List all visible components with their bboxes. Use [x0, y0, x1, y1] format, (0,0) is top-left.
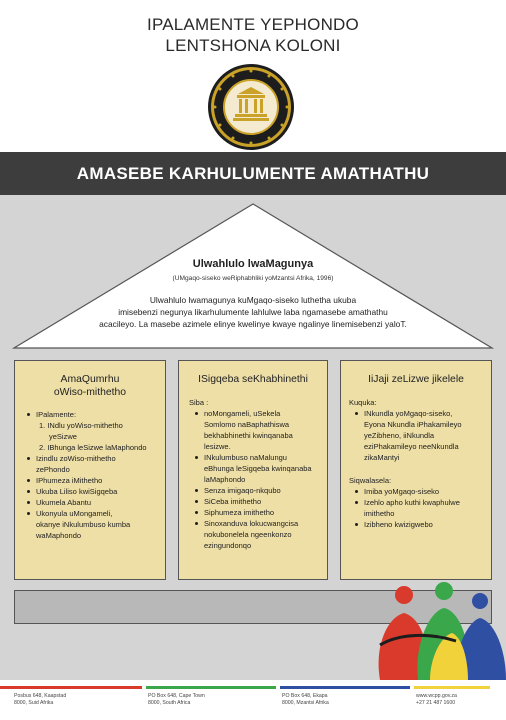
list-line: 2. IBhunga leSizwe laMaphondo: [39, 443, 147, 452]
list-item: [27, 486, 163, 497]
list-heading: IPalamente:: [27, 409, 163, 420]
pillar-legislature: [14, 360, 166, 580]
footer-address-3: [282, 693, 329, 707]
header-title-line-2: LENTSHONA KOLONI: [165, 36, 341, 55]
list-line: Izindlu zoWiso-mithetho: [36, 454, 116, 463]
list-line: Imiba yoMgaqo-siseko: [364, 487, 440, 496]
list-line: laMaphondo: [204, 475, 246, 484]
footer-website: www.wcpp.gov.za: [416, 693, 457, 699]
list-item: [355, 519, 489, 530]
footer-line-text: 8000, Mzantsi Afrika: [282, 700, 329, 706]
list-line: Izehlo apho kuthi kwaphulwe: [364, 498, 460, 507]
roof-body-line: imisebenzi negunya likarhulumente lahlulwe laba ngamasebe amathathu: [118, 307, 388, 317]
list-line: 1. INdlu yoWiso-mithetho: [39, 421, 123, 430]
list-line: Somlomo naBaphathiswa: [204, 420, 290, 429]
footer-line-blue: [280, 686, 410, 689]
list-item: [195, 518, 325, 551]
footer-line-green: [146, 686, 276, 689]
pillar-title: [341, 373, 491, 386]
pillar-title-line: ISigqeba seKhabhinethi: [198, 374, 308, 385]
list-sub-item: [27, 442, 163, 453]
list-item: [27, 453, 163, 475]
header-title-line-1: IPALAMENTE YEPHONDO: [147, 15, 359, 34]
list-line: Senza imigaqo-nkqubo: [204, 486, 281, 495]
list-line: waMaphondo: [36, 531, 82, 540]
list-item: [195, 496, 325, 507]
list-line: noMongameli, uSekela: [204, 409, 281, 418]
list-line: IPhumeza iMithetho: [36, 476, 103, 485]
pillar-title-line: oWiso-mithetho: [53, 387, 127, 398]
pillar-body: [349, 397, 489, 530]
list-line: imithetho: [364, 509, 395, 518]
roof-body: [92, 294, 414, 330]
people-illustration: [360, 575, 506, 680]
pillar-body: [189, 397, 325, 551]
pillar-title: [15, 373, 165, 399]
list-item: [27, 497, 163, 508]
list-item: [355, 486, 489, 497]
title-banner: [0, 152, 506, 195]
list-line: Ukuba Liliso kwiSigqeba: [36, 487, 118, 496]
list-line: Eyona Nkundla iPhakamileyo: [364, 420, 462, 429]
footer-address-1: [14, 693, 66, 707]
list-line: zikaMantyi: [364, 453, 400, 462]
footer-line-text: 8000, Suid Afrika: [14, 700, 54, 706]
pillar-title: [179, 373, 327, 386]
banner-title: AMASEBE KARHULUMENTE AMATHATHU: [76, 164, 430, 183]
footer-address-2: [148, 693, 205, 707]
footer-line-text: PO Box 648, Ekapa: [282, 693, 328, 699]
list-line: yeSizwe: [49, 432, 77, 441]
list-line: Ukumela Abantu: [36, 498, 92, 507]
list-heading: Siba :: [189, 398, 209, 407]
list-line: Siphumeza imithetho: [204, 508, 275, 517]
list-heading: Siqwalasela:: [349, 476, 392, 485]
list-item: [355, 408, 489, 463]
list-line: bekhabhinethi kwinqanaba: [204, 431, 293, 440]
roof-subtitle: (UMgaqo-siseko weRiphabhliki yoMzantsi Afrika, 1996): [172, 275, 334, 282]
roof-body-line: Ulwahlulo lwamagunya kuMgaqo-siseko luthetha ukuba: [149, 295, 357, 305]
list-item: [195, 408, 325, 452]
list-line: INkulumbuso naMalungu: [204, 453, 287, 462]
footer-line-text: PO Box 648, Cape Town: [148, 693, 205, 699]
pillar-judiciary: [340, 360, 492, 580]
pillar-title-line: IiJaji zeLizwe jikelele: [368, 374, 464, 385]
list-line: SiCeba imithetho: [204, 497, 262, 506]
parliament-seal-logo: [207, 63, 295, 151]
list-sub-item: [27, 420, 163, 442]
list-item: [195, 507, 325, 518]
list-line: ezingundonqo: [204, 541, 252, 550]
footer-line-text: Posbus 648, Kaapstad: [14, 693, 67, 699]
list-line: okanye iNkulumbuso kumba: [36, 520, 131, 529]
list-item: [195, 452, 325, 485]
list-item: [195, 485, 325, 496]
pillar-executive: [178, 360, 328, 580]
list-item: [27, 475, 163, 486]
list-heading: Kuquka:: [349, 398, 377, 407]
list-line: nokubonelela ngeenkonzo: [204, 530, 292, 539]
footer-phone: +27 21 487 1600: [416, 700, 456, 706]
list-item: [355, 497, 489, 519]
footer-line-text: 8000, South Africa: [148, 700, 191, 706]
footer-line-yellow: [414, 686, 490, 689]
pillar-body: [27, 409, 163, 541]
list-line: eziPhakamileyo neeNkundla: [364, 442, 459, 451]
list-line: Ukonyula uMongameli,: [36, 509, 113, 518]
list-line: Izibheno kwizigwebo: [364, 520, 433, 529]
list-line: zePhondo: [36, 465, 70, 474]
pillar-title-line: AmaQumrhu: [60, 374, 120, 385]
list-line: INkundla yoMgaqo-siseko,: [364, 409, 453, 418]
roof-title: Ulwahlulo lwaMagunya: [192, 258, 314, 270]
footer-line-red: [0, 686, 142, 689]
list-item: [27, 508, 163, 541]
header-title: [0, 14, 506, 56]
list-line: yeZibheno, iiNkundla: [364, 431, 435, 440]
list-line: Sinoxanduva lokucwangcisa: [204, 519, 299, 528]
footer-contact: [416, 693, 457, 707]
roof-body-line: acacileyo. La masebe azimele elinye kwelinye kwaye ngalinye linemisebenzi yaloT.: [99, 319, 407, 329]
list-line: lesizwe.: [204, 442, 231, 451]
list-line: eBhunga leSigqeba kwinqanaba: [204, 464, 312, 473]
